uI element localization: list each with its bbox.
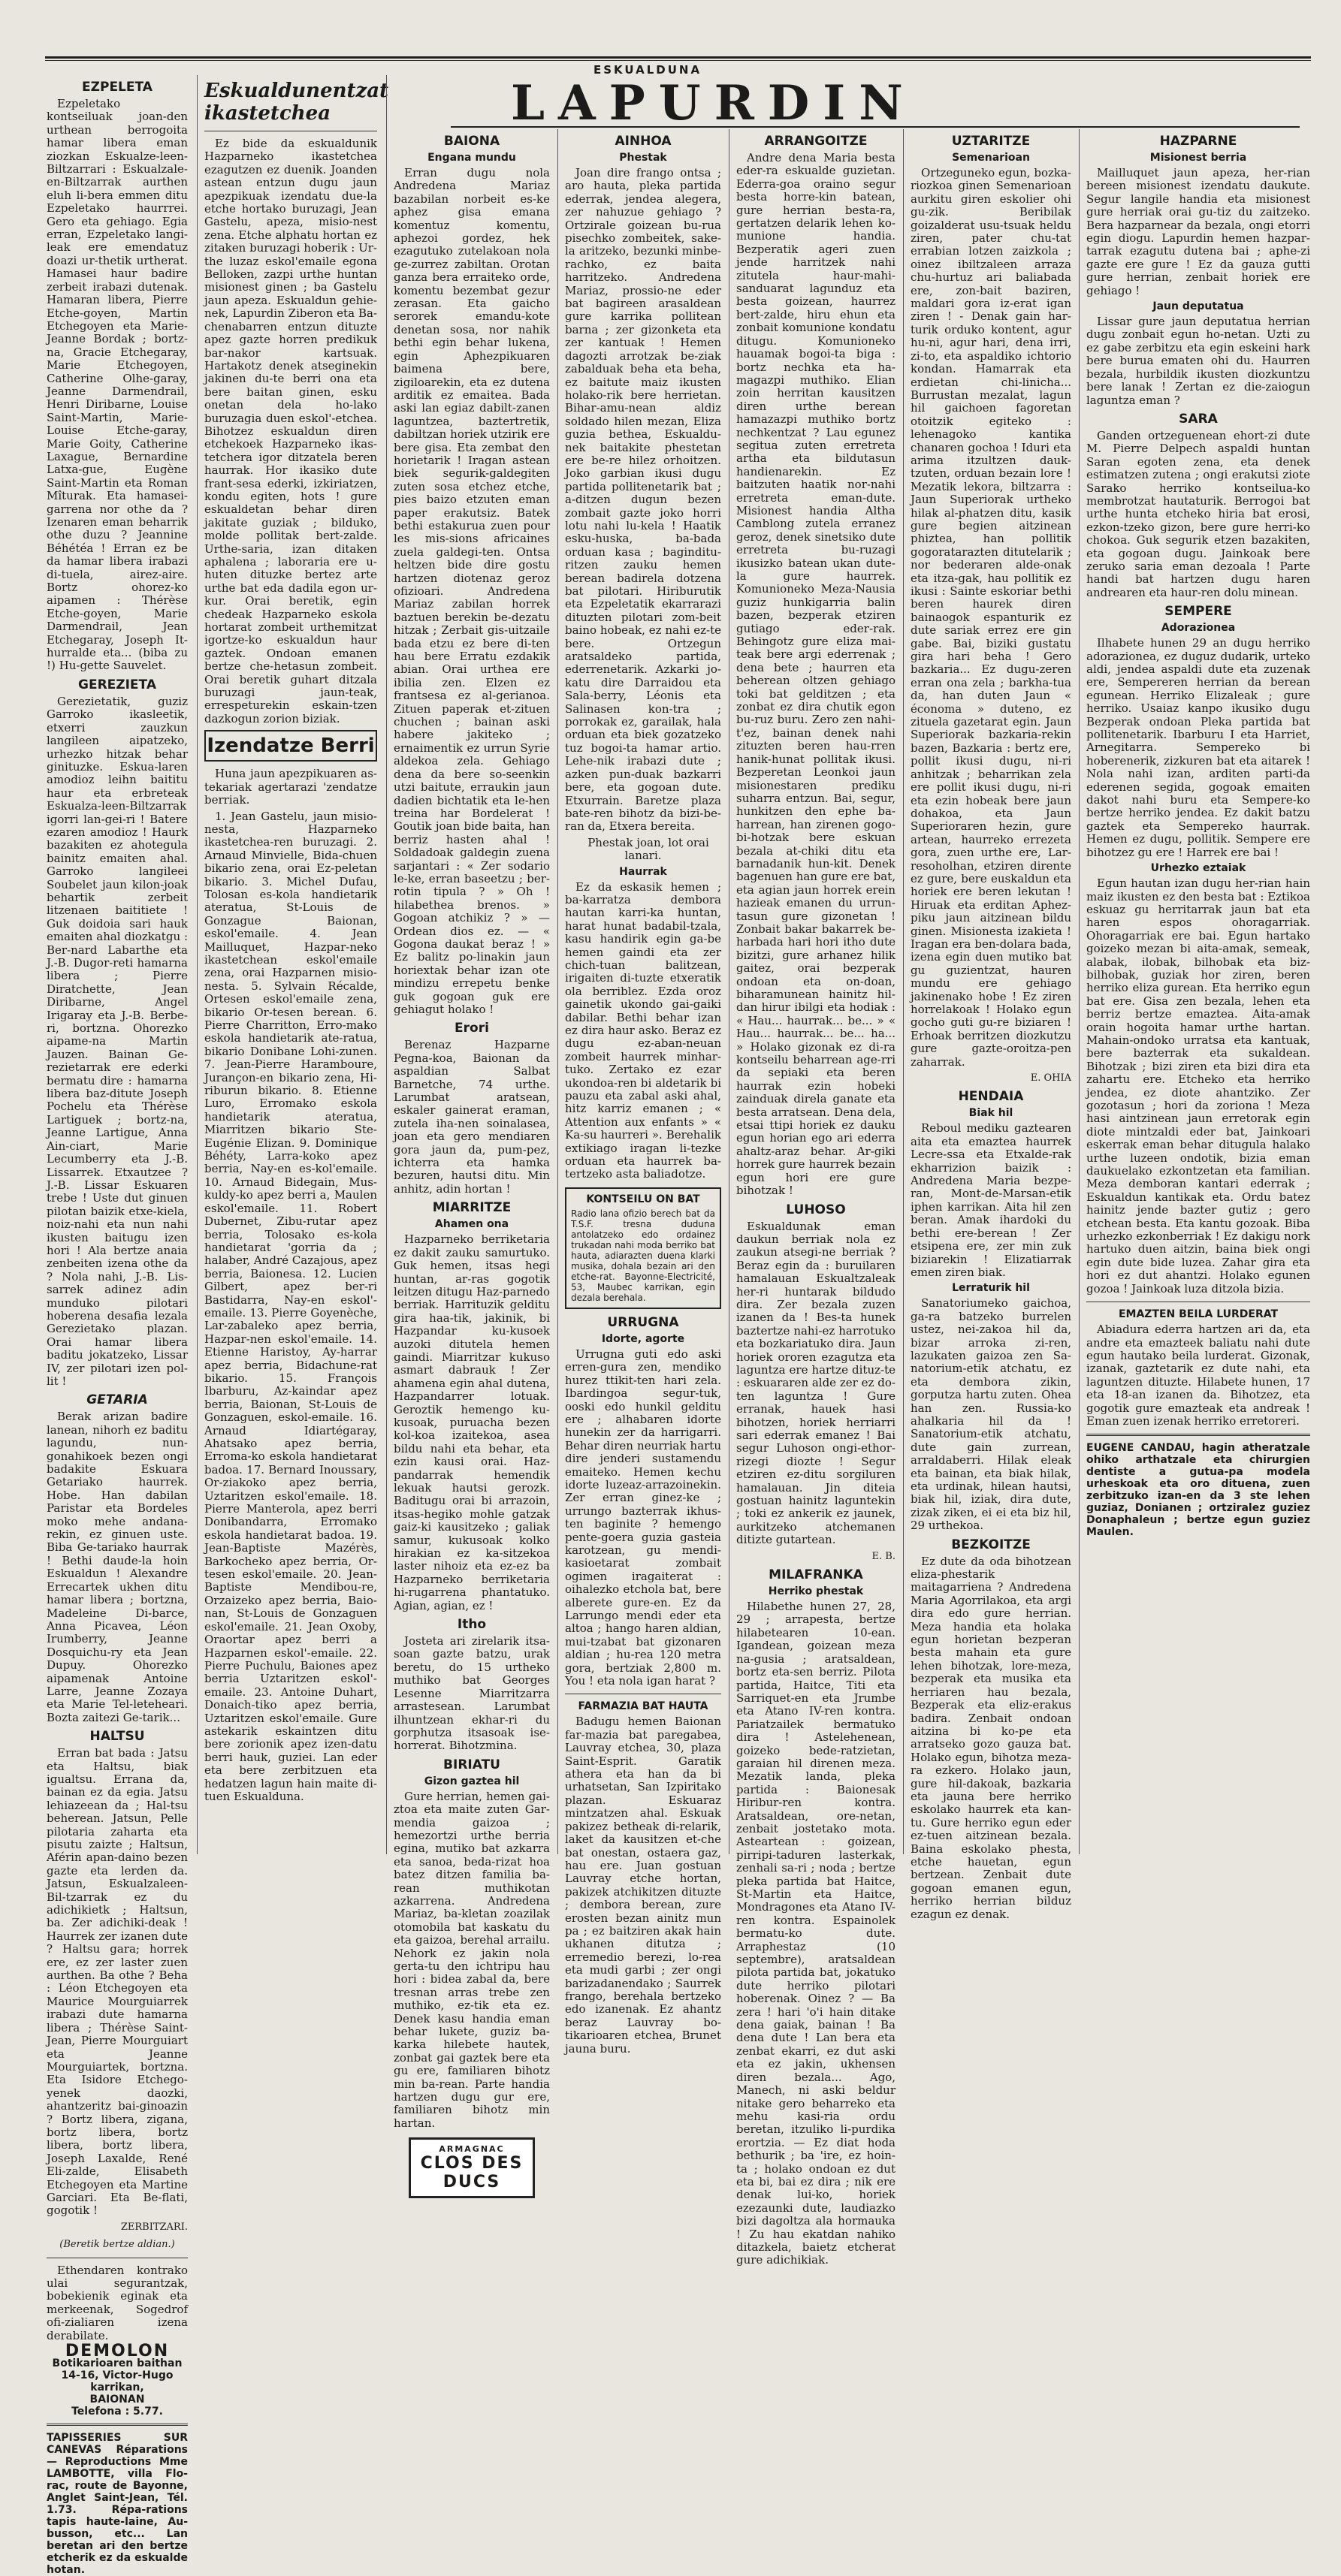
advert-kontseilu-text: Radio lana ofizio berech bat da T.S.F. tresna duduna antolatzeko edo ordainez trukadan nahi moda berriko bat hauta, adiarazten duena klarki musika, dohala bezain ari den etche-rat. Bayonne-Electricité, 53, Maubec karrikan, egin dezala berehala. <box>571 1208 715 1303</box>
heading-sara: SARA <box>1179 411 1218 427</box>
advert-demolon-line4: Telefona : 5.77. <box>71 2406 163 2418</box>
heading-hendaia: HENDAIA <box>958 1089 1024 1105</box>
advert-demolon <box>47 2342 188 2418</box>
heading-haltsu: HALTSU <box>89 1729 145 1745</box>
separator-double <box>1086 1434 1310 1436</box>
heading-ainhoa: AINHOA <box>615 134 672 149</box>
article-bezkoitze: Ez dute da oda bihotzean eliza-phestarik maitagarriena ? Andredena Maria Agorrilakoa, eta argi dira edo gure herrian. Meza handia eta holaka egun horietan bezperan besta mahain eta gure lehen bihotzak, lore-meza, bezperak eta musika eta herriaren hau bezala, Bezperak eta eliz-erakus badira. Zenbait ondoan aitzina bi ko-pe eta arratseko gozo gauza bat. Holako egun, bihotza meza-ra ezkero. Holako jaun, gure hil-dakoak, bazkaria eta jauna bere herriko eskolako haurrek eta kan-tu. Gure herriko egun eder ez-tuen aitzinean bezala. Baina eskolako phesta, etche hauetan, egun bertzean. Zenbait dute gogoan emanen egun, herriko herrian bilduz ezagun ez denak. <box>911 1554 1071 1921</box>
heading-itho: Itho <box>457 1617 487 1633</box>
heading-hazparne: HAZPARNE <box>1159 134 1237 149</box>
column-2 <box>204 75 389 1854</box>
masthead-rule <box>451 126 1300 128</box>
heading-arrangoitze: ARRANGOITZE <box>764 134 868 149</box>
heading-getaria: GETARIA <box>86 1392 148 1408</box>
article-milafranka: Hilabethe hunen 27, 28, 29 ; arrapesta, bertze hilabetearen 10-ean. Igandean, goizean meza na-gusia ; aratsaldean, bortz eta-sen berriz. Pilota partida, Haitce, Titi eta Sarriquet-en eta Jrumbe eta Atano IV-ren kontra. Pariatzailek bermatuko dira ! Astelehenean, goizeko bede-ratzietan, garaian hil direnen meza. Mezatik landa, pleka partida : Baionesak Hiribur-ren kontra. Aratsaldean, ore-netan, zenbait jostetako mota. Asteartean : goizean, pirripi-taduren lasterkak, zenhali sa-ri ; noda ; bertze pleka partida bat Haitce, St-Martin eta Haitce, Mondragones eta Atano IV-ren kontra. Espainolek bermatu-ko dute. Arraphestaz (10 septembre), aratsaldean pilota partida bat, jokatuko dute herriko pilotari hoberenak. Oinez ? — Ba zera ! hari 'o'i hain ditake dena gaiak, bainan ! Ba dena dute ! Lan bera eta zenbat ekarri, ez dut aski eta ez jakin, ukhensen diren bezala... Ago, Manech, ni aski beldur nitake gero beharreko eta mehu kasi-ria ordu beretan, itzuliko li-purdika erortzia. — Ez diat hoda bethurik ; ba 'ire, ez hoin-ta ; holako ondoan ez dut eta bi, bai ez dira ; nik ere denak lui-ko, horiek ezezaunki dute, laudiazko bizi dagoltza ala hormauka ! Zu hau ekatdan nahiko ditazkela, baietz etcherat gure adichikiak. <box>736 1600 896 2267</box>
article-hazparne: Mailluquet jaun apeza, her-rian bereen misionest izendatu daukute. Segur langile handia eta misionest gure herriak orai gu-tiz du zaitzeko. Bera hazparnear da bezala, ongi etorri egin diogu. Lapurdin hemen hazpar-tarrak ezagutu dutena bai ; aphe-zi gazte ere gure ! Ez da gauza gutti gure herrian, zenbait horiek ere gehiago ! <box>1086 166 1310 297</box>
advert-candau: EUGENE CANDAU, hagin atheratzale ohiko arthatzale eta chirurgien dentiste a gutua-pa modela urheskoak eta oro dituena, zuen zerbitzuko izan-en da 3 ste lehen guziaz, Donianen ; ortziralez guziez Donaphaleun ; bertze egun guziez Maulen. <box>1086 1442 1310 1539</box>
article-miarritze: Hazparneko berriketaria ez dakit zauku samurtuko. Guk hemen, itsas hegi huntan, ar-ras gogotik leitzen ditugu Haz-parnedo berriak. Harrituzik gelditu gira haa-tik, jakinik, bi Hazpandar ku-kusoek auzoki ditutela hemen gaindi. Miarritzar kukuso asmart dabrauk ! Zer ahamena egin ahal dutena, Hazpandarrer lotuak. Geroztik hemengo ku-kusoak, puruacha bezen kol-koa izaitekoa, asea bildu nahi eta behar, eta ezin kausi orai. Haz-pandarrak hemendik lekuak hautsi gerozk. Baditugu orai bi arrazoin, itsas-hegiko mohle gatzak gaiz-ki kausitzeko ; galiak samur, kukusoak kolko hirakian ez ka-sitzekoa laster nihoiz eta ez-ez ba Hazparneko berriketaria hi-rugarrena phantatuko. Agian, agian, ez ! <box>394 1232 550 1612</box>
article-sempere: Ilhabete hunen 29 an dugu herriko adorazionea, ez duguz dudarik, urteko aldi, jendea aspaldi dute eta zuzenak ere, Sempereren herrian da berean egunean. Herriko Elizaleak ; gure herriko. Usaiaz kanpo ikusiko dugu Bezperak ondoan Pleka partida bat pollitenetarik. Ibarburu I eta Harriet, Arnegitarra. Sempereko bi hoberenerik, zizkuren bat eta aitarek ! Nola nahi izan, arditen parti-da ederenen segida, gogoak emaiten dakot nahi buru eta Sempere-ko bertze herriko jendea. Ez dakit batzu gaztek eta Sempereko haurrak. Hemen ez dugu, pollitik. Sempere ere bihotzez gu ere ! Harrek ere bai ! <box>1086 636 1310 859</box>
heading-gerezieta: GEREZIETA <box>78 677 156 692</box>
subheading-lerraturik-hil: Lerraturik hil <box>952 1282 1030 1295</box>
article-erori: Berenaz Hazparne Pegna-koa, Baionan da aspaldian Salbat Barnetche, 74 urthe. Larumbat aratsean, eskaler gainerat eraman, zutela iha-nen soinalasea, joan eta gero mendiaren gora jaun da, pum-pez, ichterra eta hamka bezuren, hautsi ditu. Min anhitz, adin hortan ! <box>394 1038 550 1196</box>
article-gerezieta: Gerezietatik, guziz Garroko ikasleetik, etxerri zauzkun langileen aipatzeko, urhezko hitzak behar ginituzke. Eskua-laren amodioz leihn baititu haur eta erbreteak Eskualza-leen-Biltzarrak igorri lan-gei-ri ! Batere ezaren amodioz ! Haurk bazakiten ez ahotegula bainitz emaiten ahal. Garroko langileei Soubelet jaun kilon-joak behartik zerbeit litzenaen baititiete ! Guk doidoia sari hauk emaiten ahal diozkatgu : Ber-nard Labarthe eta J.-B. Dugor-reti hamarna libera ; Pierre Diratchette, Jean Diribarne, Angel Irigaray eta J.-B. Berbe-ri, bortzna. Ohorezko aipame-na Martin Jauzen. Bainan Ge-rezietarrak ere ederki bermatu dire : hamarna libera baz-ditute Joseph Pochelu eta Thérèse Lartiguek ; bortz-na, Jeanne Lartigue, Anna Ain-ciart, Marie Lecumberry eta J.-B. Lissarrek. Etxautzee ? J.-B. Lissar Eskuaren trebe ! Uste dut ginuen pilotan baizik etxe-kiela, noiz-nahi eta nun nahi ikusten baitugu izen hori ! Ala bertze anaia zenbeiten izena othe da ? Nola nahi, J.-B. Lis-sarrek adinez adin munduko pilotari hoberena desafia lezala Gerezietako plazan. Orai hamar libera baditu jokatzeko, Lissar IV, zer pilotari izen pol-lit ! <box>47 694 188 1388</box>
column-1 <box>47 75 188 2576</box>
advert-demolon-line2: 14-16, Victor-Hugo karrikan, <box>61 2369 174 2394</box>
article-lerraturik-hil: Sanatoriumeko gaichoa, ga-ra batzeko burrelen ustez, nei-zakoa hil da, bizar arroka zi-ren, lazukaten gaizoa zen Sa-natorium-etik atchatu, ez eta dembora zikin, gorputza hartu zuten. Ohea han zen. Russia-ko ahalkaria hil da ! Sanatorium-etik atchatu, dute gain zurrean, arraldaberri. Hilak eleak eta bainan, eta biak hilak, eta urdinak, hilean hautsi, biak hil, iziak, dira dute, zizak ziken, ei ei eta biz hil, 29 urthekoa. <box>911 1296 1071 1533</box>
masthead-subtitle: ESKUALDUNA <box>593 63 702 77</box>
article-sara: Ganden ortzeguenean ehort-zi dute M. Pierre Delpech aspaldi huntan Saran egoten zena, eta denek estimatzen zutena ; ongi erakutsi ziote Sarako herriko kontseilua-ko membrotzat hautaturik. Berrogoi bat urthe hunta etcheko hiria bat erosi, ezkon-tzeko gizon, bere gure herri-ko chokoa. Guk segurik etzen bazakiten, eta gogoan dugu. Jainkoak bere zeruko saria eman dezoala ! Parte handi bat hartzen dugu haren andrearen eta haur-ren dolu minean. <box>1086 428 1310 599</box>
column-divider <box>557 129 558 1854</box>
column-3 <box>394 129 550 2192</box>
column-divider <box>1079 129 1080 1854</box>
heading-sempere: SEMPERE <box>1164 604 1232 620</box>
column-divider <box>903 129 904 1854</box>
heading-farmazia: FARMAZIA BAT HAUTA <box>578 1700 708 1713</box>
article-ikastetchea: Ez bide da eskualdunik Hazparneko ikastetchea ezagutzen ez duenik. Joanden astean entzun dugu jaun apezpikuak izendatu due-la etche hortako buruzagi, Jean Gastelu, apeza, misio-nest zena. Etche alphatu hortan ez zitaken buruzagi hoberik : Ur-the luzaz eskol'emaile egona Belloken, zazpi urthe huntan misionest ginen ; ba Gastelu jaun apeza. Eskualdun gehie-nek, Lapurdin Ziberon eta Ba-chenabarren entzun dituzte apez gazte horren predikuk bar-nakor kartsuak. Hartakotz denek atseginekin jakinen du-te berri ona eta bere baitan ginen, esku onetan dela ho-lako buruzagia duen eskol'-etchea. Bihotzez eskualdun diren etchekoek Hazparneko ikas-tetchera igor ditzatela beren haurrak. Hor ikasiko dute frant-sesa ederki, izkiriatzen, kondu egiten, hots ! gure eskualdetan behar diren jakitate guziak ; bilduko, molde pollitak bert-zalde. Urthe-saria, izan ditaken aphalena ; laboraria ere u-huten dituzke bertez arte urthe bat eda dadila egon ur-kur. Orai beretik, egin chedeak Hazparneko eskola hortarat zombeit urthemitzat igortze-ko eskualdun haur gaztek. Ondoan emanen bertze che-hetasun zombeit. Orai beretik guhart ditzala buruzagi jaun-teak, errespeturekin eskain-tzen dazkogun zorion biziak. <box>204 137 377 725</box>
signature-haltsu: ZERBITZARI. <box>120 2221 188 2233</box>
subheading-biak-hil: Biak hil <box>968 1107 1013 1120</box>
subheading-engana-mundu: Engana mundu <box>427 152 516 164</box>
subheading-haurrak: Haurrak <box>619 865 667 878</box>
notice-insurance: Ethendaren kontrako ulai segurantzak, bobekienik eginak eta merkeenak, Sogedrof ofi-zialiaren izena derabilate. <box>47 2263 188 2342</box>
article-baiona: Erran dugu nola Andredena Mariaz bazabilan norbeit es-ke aphez gisa emana komentuz komentu, aphezoi gordez, hek ezagutuko zutelakoan nola ge-zurrez zabiltan. Orotan ganza bera erraiteko orde, komentu bezembat gezur zerasan. Eta gaicho serorek emandu-kote denetan sosa, nor nahik bethi egin behar lukena, egin Aphezpikuaren baimena bere, zigiloarekin, eta ez dutena arditik ez emaitea. Bada aski lan egiaz dabilt-zanen laguntzea, baztertretik, dabiltzan horiek utzirik ere bere gisa. Eta zembat den horietarik ! Iragan astean biek segurik-galdegiten zuten sosa etchez etche, pies baizo etzuten eman paper erakutsiz. Batek bethi estakurua zuen pour les mis-sions africaines zuela galdegi-ten. Ontsa heltzen bide dire gostu hartzen diotenaz geroz ofizioari. Andredena Mariaz zabilan horrek baztuen berekin be-dezatu hitzak ; Zerbait gis-uitzaile bada etzu ez bere di-ten hau bere Erratu ezdakik abian. Orai urthea ere ibilia zen. Elzen ez frantsesa ez al-gerianoa. Zituen paperak et-zituen chuchen ; bainan aski habere jakiteko ; ernaimentik ez urrun Syrie aldekoa zela. Gehiago dena da bere so-seenkin utzi baitute, erraukin jaun dadien bichtatik eta le-hen treina har Bordelerat ! Goutik joan bide baita, han berriz hasten ahal ! Soldadoak galdegin zuena sarjantari : « Zer sodario le-ke, erran baseetzu ; ber-rotin tipula ? » Oh ! hilabethea brenos. » Gogoan atchikiz ? » —Ordean dios ez. — « Gogona daukat beraz ! » Ez balitz po-linakin jaun horiextak behar izan ote mindizu errepetu benke guk gogoan guk ere gehiagut holako ! <box>394 166 550 1016</box>
heading-erori: Erori <box>455 1021 489 1036</box>
heading-uztaritze: UZTARITZE <box>951 134 1031 149</box>
heading-miarritze: MIARRITZE <box>432 1200 512 1216</box>
heading-luhoso: LUHOSO <box>786 1202 846 1217</box>
separator-double <box>47 2424 188 2426</box>
advert-demolon-line3: BAIONAN <box>89 2394 145 2406</box>
subheading-adorazionea: Adorazionea <box>1161 622 1236 635</box>
subheading-idorte: Idorte, agorte <box>601 1332 685 1345</box>
advert-kontseilu <box>565 1187 721 1309</box>
article-emazten-beila: Abiadura ederra hartzen ari da, eta andre eta emazteek baliatu nahi dute egun hautako beila lurderat. Gizonak, izanak, gaztetarik ez dute nahi, eta laguntzen dituzte. Hilabete hunen, 17 eta 18-an izanen da. Bihotzez, eta gogotik gure emazteak eta andreak ! Eman zuen izenak herriko erretoreri. <box>1086 1323 1310 1428</box>
subheading-jaun-deputatua: Jaun deputatua <box>1152 300 1244 313</box>
heading-milafranka: MILAFRANKA <box>769 1567 863 1583</box>
subheading-herriko-phestak: Herriko phestak <box>768 1585 864 1598</box>
subheading-phestak: Phestak <box>619 152 667 164</box>
column-7 <box>1086 129 1310 1854</box>
logo-small-text: ARMAGNAC <box>439 2144 505 2155</box>
article-ainhoa: Joan dire frango ontsa ; aro hauta, pleka partida ederrak, jendea alegera, zer nahuzue gehiago ? Ortzirale goizean bu-rua pisechko zombeitek, sake-la aritzeko, bezunki minbe-rachko, ez baita harritzeko. Andredena Mariaz, prossio-ne eder bat bagireen arasaldean gure karrika pollitean barna ; zer gizonketa eta zer kantuak ! Hemen dagozti arrotzak be-ziak zabalduak beha eta beha, ez baitute maiz ikusten holako-rik bere herrietan. Bihar-amu-nean aldiz soldado hilen mezan, Eliza guzia bethea, Eskualdu-nek baitakite phestetan ere be-re hilez orhoitzen. Joko garbian ikusi dugu partida pollitenetarik bat ; a-ditzen dugun bezen zombait gazte joko horri lotu nahi lu-kela ! Haatik esku-huska, ba-bada orduan kasa ; baginditu-ritzen zauku hemen berean badirela dotzena bat pilotari. Hiriburutik eta Ezpeletatik ekarrarazi dituzten pilotari zom-beit baino hobeak, ez nahi ez-te bere. Ortzegun aratsaldeko partida, ederrenetarik. Azkarki jo-katu dire Darraidou eta Sala-berry, Léonis eta Salinasen kon-tra ; porrokak ez, garailak, hala orduan eta biek gozatzeko tuz bogoi-ta hamar artio. Lehe-nik irabazi dute ; azken pun-duak bazkarri bere, eta gogoan dute. Etxurrain. Baretze plaza bate-ren bihotz da bizi-be-ran da, Etxera bereita. <box>565 166 721 834</box>
article-haltsu: Erran bat bada : Jatsu eta Haltsu, biak igualtsu. Errana da, bainan ez da egia. Jatsu lehiazeean da ; Hal-tsu beherean. Jatsun, Pelle pilotaria zaharta eta pisutu zaizte ; Haltsun, Aférin apan-daino bezen gazte eta lerden da. Jatsun, Eskualzaleen-Bil-tzarrak ez du adichikietk ; Haltsun, ba. Zer adichiki-deak ! Haurrek zer izanen dute ? Haltsu gara; horrek ere, ez zer laster zuen aurthen. Ba othe ? Beha : Léon Etchegoyen eta Maurice Mourguiarrek irabazi dute hamarna libera ; Thérèse Saint-Jean, Pierre Mourguiart eta Jeanne Mourguiartek, bortzna. Eta Isidore Etchego-yenek daozki, ahantzeritz bai-ginoazin ? Bortz libera, zigana, bortz libera, bortz libera, bortz libera, Joseph Laxalde, René Eli-zalde, Elisabeth Etchegoyen eta Martine Garciari. Eta Be-flati, gogotik ! <box>47 1746 188 2218</box>
heading-baiona: BAIONA <box>443 134 500 149</box>
article-jaun-deputatua: Lissar gure jaun deputatua herrian dugu zonbait egun ho-netan. Uzti zu ez gabe zerbitzu eta egin eskeini hark bere burua ematen ohi du. Haurren bezala, hurbildik ikusten diozkuntzu bere lanak ! Zertan ez die-zaiogun laguntza eman ? <box>1086 315 1310 407</box>
subheading-semenarioan: Semenarioan <box>952 152 1030 164</box>
subheading-gizon-gaztea-hil: Gizon gaztea hil <box>424 1775 520 1787</box>
article-biriatu: Gure herrian, hemen gai-ztoa eta maite zuten Gar-mendia gaizoa ; hemezortzi urthe berria egina, mutiko bat azkarra eta sanoa, beda-rizat hoa batez ditzen familia ba-rean muthikotan azkarrena. Andredena Mariaz, ba-kletan zoazilak otomobila bat kaskatu du eta gaizoa, berehal arrailu. Nehork ez jakin nola gerta-tu den ichtripu hau hori : bidea zabal da, bere tresnan arras trebe zen muthiko, ez-tik eta ez. Denek kasu handia eman behar lukete, guziz ba-karka hilebete hautek, zonbat gai gaztek bere eta gu ere, familiaren bihotz min ba-rean. Parte handia hartzen dugu gur ere, familiaren bihotz min hartan. <box>394 1789 550 2130</box>
article-itho: Josteta ari zirelarik itsa-soan gazte batzu, urak beretu, do 15 urtheko muthiko bat Georges Lesenne Miarritzarra arrastesean. Larumbat ilhuntzean ekhar-ri du gorphutza itsasoak ise-horrerat. Bihotzmina. <box>394 1634 550 1753</box>
heading-bezkoitze: BEZKOITZE <box>951 1537 1031 1552</box>
heading-ezpeleta: EZPELETA <box>82 80 153 95</box>
signature-uztaritze: E. OHIA <box>1030 1072 1071 1084</box>
article-uztaritze: Ortzeguneko egun, bozka-riozkoa ginen Semenarioan aurkitu giren eskolier ohi gu-zik. Beribilak goizalderat usu-tsuak heldu ziren, pater chu-tat errabian lotzen zaizkola ; oinez ibiltzaleen arraza chu-hurtuz ari baliabada ere, zon-bait baziren, maldari gora iz-erat igan ziren ! - Denak gain har-turik orduko kontent, agur hu-ni, agur hari, dena irri, zi-to, eta aspaldiko ichtorio kondan. Hamarrak eta erdietan chi-linicha... Burrustan mezalat, lagun hil gaichoen fagoretan otoitzik egiteko : lehenagoko kantika chanaren gochoa ! Iduri eta arima itzultzen dauk-tzuten, orduan bezain lore ! Mezatik lekora, biltzarra : Jaun Superiorak urtheko hilak al-phatzen ditu, kasik gure begien aitzinean phiztea, han pollitik gogoratarazten ditutelarik ; nor bederaren alde-onak eta itza-gak, hau pollitik ez ikusi : Sainte eskoriar bethi beren haurek diren bainaogok espanturik ez dute sariak errez ere gin gabe. Bai, biziki gustatu gira hari beha ! Gero bazkaria... Ez dugu-zeren erran ona zela ; barkha-tua da, han duten Jaun « économa » duteno, ez zituela gazetarat egin. Jaun Superiorak bazkaria-rekin bazen, Bazkaria : bertz ere, pollit ikusi dugu, ni-ri anhitzak ; beharrikan zela ere pollit ikusi dugu, ni-ri eta ezin hobeak bere jaun dohakoa, eta Jaun Superioraren hezin, gure artean, haurreko errezeta gora, zuen urthe ere, Lar-resoholhan, etziren dirente ez gure, bere euskaldun eta horiek ere beren lekutan ! Hiruak eta erditan Aphez-piku jaun aitzinean bildu ginen. Misionesta izakieta ! Iragan era ben-dolara bada, izena egin duen mutiko bat gu guzientzat, hauren mundu ere gehiago jakinenako hobe ! Ez ziren horrelakoak ! Holako egun gocho guti gu-re biziaren ! Erhoak berritzen diozkutzu gure gazte-oroitza-pen zaharrak. <box>911 166 1071 1069</box>
heading-emazten-beila: EMAZTEN BEILA LURDERAT <box>1118 1308 1279 1321</box>
top-rule-thin <box>45 60 1311 61</box>
column-divider <box>386 75 387 1854</box>
article-ezpeleta: Ezpeletako kontseiluak joan-den urthean berrogoita hamar libera eman ziozkan Eskualze-leen-Biltzarrari : Eskualzale-en-Biltzarrak aurthen eluh li-bera emmen ditu Ezpeletako haurrrei. Gero eta gehiago. Egia erran, Ezpeletako langi-leak ere emendatuz doazi ur-thetik urtherat. Hamasei haur badire zerbeit irabazi dutenak. Hamaran libera, Pierre Etche-goyen, Martin Etchegoyen eta Marie-Jeanne Bordak ; bortz-na, Gracie Etchegaray, Marie Etchegoyen, Catherine Olhe-garay, Jeanne Darmendrail, Henri Diribarne, Louise Saint-Martin, Marie-Louise Etche-garay, Marie Goity, Catherine Laxague, Bernardine Latxa-gue, Eugène Saint-Martin eta Roman Mîturak. Eta hamasei-garrena nor othe da ? Izenaren eman beharrik othe duzu ? Jeannine Béhétéa ! Erran ez be da hamar libera irabazi di-tuela, airez-aire. Bortz ohorez-ko aipamen : Thérèse Etche-goyen, Marie Darmendrail, Jean Etchegaray, Joseph It-hurralde eta... (biba zu !) Hu-gette Sauvelet. <box>47 97 188 673</box>
logo-main-text: CLOS DES DUCS <box>420 2154 524 2192</box>
article-urhezko-eztaiak: Egun hautan izan dugu her-rian hain maiz ikusten ez den besta bat : Eztikoa eskuaz gu herritarrak jaun bat eta haren espos ohoragarriak. Ohoragarriak ere bai. Egun hartako goizeko mezan bi aita-amak, semeak, alabak, ilobak, bilhobak eta biz-bilhobak, guziak hor ziren, beren herriko eliza gurean. Eta herriko egun bat ere. Gisa zen bezala, lehen eta berriz bertze emaztea. Aita-amak orain hogoita hamar urthe hartan. Mahain-ondoko urratsa eta kantuak, bere bazterrak eta sukaldean. Bihotzak ; bizi ziren eta bizi dira eta zahartu ere. Etcheko eta herriko jendea, ez diote ahantziko. Zer gozotasun ; hori da zoriona ! Meza hasi aintzinean jaun erretorak egin diote mintzaldi eder bat, Jainkoari eskerrak eman behar ditugula halako urthe luzeen ondotik, bizia eman daukuelako ezkontzetan eta familian. Meza demboran kantari ederrak ; Eskualdun kantikak eta. Ordu batez hainitz jende bazter gutiz ; gero etchean besta. Eta kantu gozoak. Biba urhezko ezkonberriak ! Ez dakigu nork hartuko duen aitzin, baina biek ongi egin dute bide luzea. Zahar gira eta hori ez dut ahantzi. Holako egunen gozoa ! Jainkoak luza ditzola bizia. <box>1086 876 1310 1296</box>
article-luhoso: Eskualdunak eman daukun berriak nola ez zaukun atsegi-ne berriak ? Beraz egin da : buruilaren hamalauan Eskualtzaleak her-ri huntarak bildudo dira. Zer bezala zuzen izanen da ! Bes-ta hunek baztertze nahi-ez harrotuko eta bozkariatuko dira. Jaun horiek ororen ezagutza eta laguntza ere hartze dituz-te : eskuararen alde zer ez do-ten laguntza ! Gure erranak, hauek hasi bihotzen, horiek herriarri sari ederrak emanez ! Bai segur Luhoson ongi-ethor-rizegi diozte ! Segur etziren ez-ditu sorgiluren hamalauan. Jin diteia gostuan hainitz laguntekin ; toki ez ankerik ez jaunek, aurkitzeko atchemanen ditizte gutartean. <box>736 1219 896 1547</box>
masthead-title: LAPURDIN <box>511 75 917 131</box>
article-arrangoitze: Andre dena Maria besta eder-ra eskualde guzietan. Ederra-goa oraino segur besta horre-kin batean, gure herrian besta-ra, gertatzen delarik lehen ko-munione handia. Bezperatik ageri zuen jende harritzek nahi zitutela haur-mahi-sanduarat lagunduz eta besta goizean, haurrez bert-zalde, hiru ehun eta zonbait komunione kondatu ditugu. Komunioneko hauamak bogoi-ta biga : bortz nechka eta ha-magazpi muthiko. Elian zoin herritan kausitzen diren urthe berean hamazazpi muthiko bortz nechkentzat ? Lau egunez segitua zuten erretreta artha eta bildutasun handienarekin. Ez baitzuten haatik nor-nahi erretreta eman-dute. Misionest handia Altha Camblong zutela erranez geroz, denek sinetsiko dute erretreta bu-ruzagi ikusizko batean ukan dute-la gure haurrek. Komunioneko Meza-Nausia guziz hunkigarria balin bazen, bezperak etziren gutiago eder-rak. Behingotz gure eliza mai-teak bere argi ederrenak ; dena bete ; haurren eta beherean oltzen gehiago toki bat gelditzen ; eta zonbat ez dira chutik egon bu-ruz buru. Zero zen nahi-t'ez, bainan denek nahi zituzten beren hau-rren hanik-hunat pollitak ikusi. Bezperetan Leonkoi jaun misionestaren prediku suharra entzun. Bai, segur, hunkitzen den ephe ba-harrean, han zirenen gogo-bi-hotzak bere eskuan bezala at-chiki ditu eta barnadanik hun-kit. Denek bagenuen han gure ere bat, eta agian jaun horrek erein hazieak emanen du urrun-tasun gure gizonetan ! Zonbait bakar bakarrek be-harbada hari hori itho dute bizitzi, gure arhanez hilik gaitez, orai bezperak ondoan eta on-doan, biharamunean hainitz hil-dan hirur ibilgi eta hodiak : « Hau... haurrak... be... » « Hau... haurrak... be... ha... » Holako gizonak ez di-ra kontseilu beharrean age-rri da sepiaki eta beren haurrak ezin hobeki zainduak direla ganate eta besta arratsean. Dena dela, etsai ttipi horiek ez dauku egun horian ego ari ederra ahaltz-araz behar. Ar-giki horrek gure haurrek bezain egun hori ere gure bihotzak ! <box>736 151 896 1198</box>
article-urrugna: Urrugna guti edo aski erren-gura zen, mendiko hurez ttikit-ten hari zela. Ibardingoa segur-tuk, ooski edo hunkil gelditu ere ; alhabaren idorte hunekin zer da harrigarri. Behar diren neurriak hartu dire jenderi sustamendu emaiteko. Hemen kechu idorte luzeaz-arrazoinekin. Zer erran ginez-ke ; urrungo bazterrak ikhus-ten baginite ? hemengo pente-goera guzia gasteia karotzean, gu mendi-kasioetarat zombait ogimen iragaiterat : oihalezko etchola bat, bere alberete gure-en. Ez da Larrungo mendi eder eta altoa ; hango haren aldian, mui-tzabat bat gizonaren aldian ; hu-rea 120 metra gora, bertziak 2,800 m. You ! eta nola igan harat ? <box>565 1347 721 1688</box>
article-hendaia: Reboul mediku gaztearen aita eta emaztea haurrek Lecre-ssa eta Etxalde-rak ekharrizion baizik : Andredena Maria bezpe-ran, Mont-de-Marsan-etik iphen karrikan. Aita hil zen beran. Amak ihardoki du bethi ere-berean ! Zer etsipena ere, zer min zuk biziarekin ! Elizatiarrak emen ziren biak. <box>911 1121 1071 1279</box>
subheading-misionest-berria: Misionest berria <box>1149 152 1247 164</box>
top-rule <box>45 56 1311 59</box>
article-getaria: Berak arizan badire lanean, nihorh ez baditu lagundu, nun-gonahikoek bezen ongi badakite Eskuara Getariako haurrek. Hobe. Han dabilan Paristar eta Bordeles moko mehe andana-rekin, ez ginuen uste. Biba Ge-tariako haurrak ! Bethi daude-la hoin Eskualdun ! Alexandre Errecartek ukhen ditu hamar libera ; bortzna, Madeleine Di-barce, Anna Picavea, Léon Irumberry, Jeanne Dosquichu-ry eta Jean Dupuy. Ohorezko aipamenak Antoine Larre, Jeanne Zozaya eta Marie Tel-leteheari. Bozta zaitezi Ge-tarik... <box>47 1410 188 1724</box>
subheading-urhezko-eztaiak: Urhezko eztaiak <box>1150 862 1246 875</box>
article-haurrak: Ez da eskasik hemen ; ba-karratza dembora hautan karri-ka huntan, harat hunat badabil-tzala, kasu handirik egin ga-be hemen gaindi eta zer chich-tuan balitzean, irigaiten di-tuzte etxeratik ola berriblez. Ezda oroz gainetik ukondo gai-gaiki dabilar. Bethi behar izan ez dira haur asko. Beraz ez dugu ez-aban-neuan zombeit haurrek minhar-tuko. Zertako ez ezar ukondoa-ren bi aldetarik bi pauzu eta zabal aski ahal, hitz karriz emanen ; « Attention aux enfants » « Ka-su haurreri ». Berehalik extikiago iragan li-tezke orduan eta haurrek ba-tertzeko asta baliadotze. <box>565 879 721 1181</box>
article-farmazia: Badugu hemen Baionan far-mazia bat paregabea, Lauvray etchea, 30, plaza Saint-Esprit. Garatik athera eta han da bi urhatsetan, San Izpiritako plazan. Eskuaraz mintzatzen ahal. Eskuak pakizez betheak di-relarik, laket da kausitzen et-che bat onestan, ostaera gaz, hau ere. Juan gostuan Lauvray etche hortan, pakizek atchikitzen dituzte ; dembora berean, zure erosten bezan ainitz mun pa ; ez baitziren akak hain ukhanen ditutza ; erremedio berezi, lo-rea eta mudi garbi ; zer ongi barizadanendako ; Saurrek frango, berehala bertzeko edo izanenak. Ez ahantz beraz Lauvray bo-tikarioaren etchea, Brunet jauna buru. <box>565 1715 721 2056</box>
column-divider <box>197 75 198 1854</box>
heading-urrugna: URRUGNA <box>607 1314 679 1330</box>
heading-izendatze-berri: Izendatze Berri <box>204 730 377 762</box>
subheading-ahamen-ona: Ahamen ona <box>434 1218 509 1231</box>
column-4 <box>565 129 721 2056</box>
article-ainhoa-end: Phestak joan, lot orai lanari. <box>587 835 709 863</box>
column-6 <box>911 129 1071 1921</box>
article-izendatze-list: 1. Jean Gastelu, jaun misio-nesta, Hazparneko ikastetchea-ren buruzagi. 2. Arnaud Minvielle, Bida-chuen bikario zena, orai Ez-peletan bikario. 3. Michel Dufau, Tolosan es-kola handietarik ateratua, St-Louis de Gonzague Baionan, eskol'emaile. 4. Jean Mailluquet, Hazpar-neko ikastetchean eskol'emaile zena, orai Hazparnen misio-nesta. 5. Sylvain Récalde, Ortesen eskol'emaile zena, bikario Or-tesen berean. 6. Pierre Charritton, Erro-mako eskola handietarik ate-ratua, bikario Donibane Lohi-zunen. 7. Jean-Pierre Haramboure, Jurançon-en bikario zena, Hi-riburun bikario. 8. Etienne Luro, Erromako eskola handietarik ateratua, Miarritzen bikario Ste-Eugénie Elizan. 9. Dominique Béhéty, Larra-koko apez berria, Nay-en es-kol'emaile. 10. Arnaud Bidegain, Mus-kuldy-ko apez berri a, Maulen eskol'emaile. 11. Robert Dubernet, Zibu-rutar apez berria, Tolosako es-kola handietarat 'gorria da ; halaber, André Cazajous, apez berria, Baionesa. 12. Lucien Gilbert, apez ber-ri Bastidarra, Nay-en eskol'-emaile. 13. Pierre Goyenèche, Lar-zabaleko apez berria, Hazpar-nen eskol'emaile. 14. Etienne Haristoy, Ay-harrar apez berria, Bidachune-rat bikario. 15. François Ibarburu, Az-kaindar apez berria, Baionan, St-Louis de Gonzaguen, eskol-emaile. 16. Arnaud Idiartégaray, Ahatsako apez berria, Erroma-ko eskola handietarat badoa. 17. Bernard Inoussary, Or-ziakoko apez berria, Uztaritzen eskol'emaile. 18. Pierre Manterola, apez berri Donibandarra, Erromako eskola handietarat badoa. 19. Jean-Baptiste Mazérès, Barkocheko apez berria, Or-tesen eskol'emaile. 20. Jean-Baptiste Mendibou-re, Orzaizeko apez berria, Baio-nan, St-Louis de Gonzaguen eskol'emaile. 21. Jean Oxoby, Oraortar apez berri a Hazparnen eskol'-emaile. 22. Pierre Puchulu, Baiones apez berria Uztaritzen eskol'-emaile. 23. Antoine Duhart, Donaich-tiko apez berria, Uztaritzen eskol'emaile. Gure astekarik eskaintzen ditu bere zorionik apez izen-datu berri hauk, guziei. Lan eder eta bere zerbitzuen eta hedatzen lagun hain maite di-tuen Eskualduna. <box>204 809 377 1803</box>
advert-tapisseries: TAPISSERIES SUR CANEVAS Réparations — Reproductions Mme LAMBOTTE, villa Flo-rac, route de Bayonne, Anglet Saint-Jean, Tél. 1.73. Répa-rations tapis haute-laine, Au-busson, etc... Lan beretan ari den bertze etcherik ez da eskualde hotan. <box>47 2432 188 2576</box>
heading-biriatu: BIRIATU <box>443 1757 500 1772</box>
note-haltsu: (Beretik bertze aldian.) <box>59 2239 175 2251</box>
article-izendatze-intro: Huna jaun apezpikuaren as-tekariak agertarazi 'zendatze berriak. <box>204 767 377 807</box>
heading-ikastetchea: Eskualdunentzat ikastetchea <box>204 80 389 125</box>
signature-luhoso: E. B. <box>871 1550 896 1562</box>
advert-kontseilu-title: KONTSEILU ON BAT <box>586 1193 700 1205</box>
advert-demolon-line1: Botikarioaren baithan <box>52 2357 183 2370</box>
advert-logo-armagnac <box>409 2137 535 2198</box>
advert-demolon-title: DEMOLON <box>65 2342 170 2361</box>
column-5 <box>736 129 896 2267</box>
